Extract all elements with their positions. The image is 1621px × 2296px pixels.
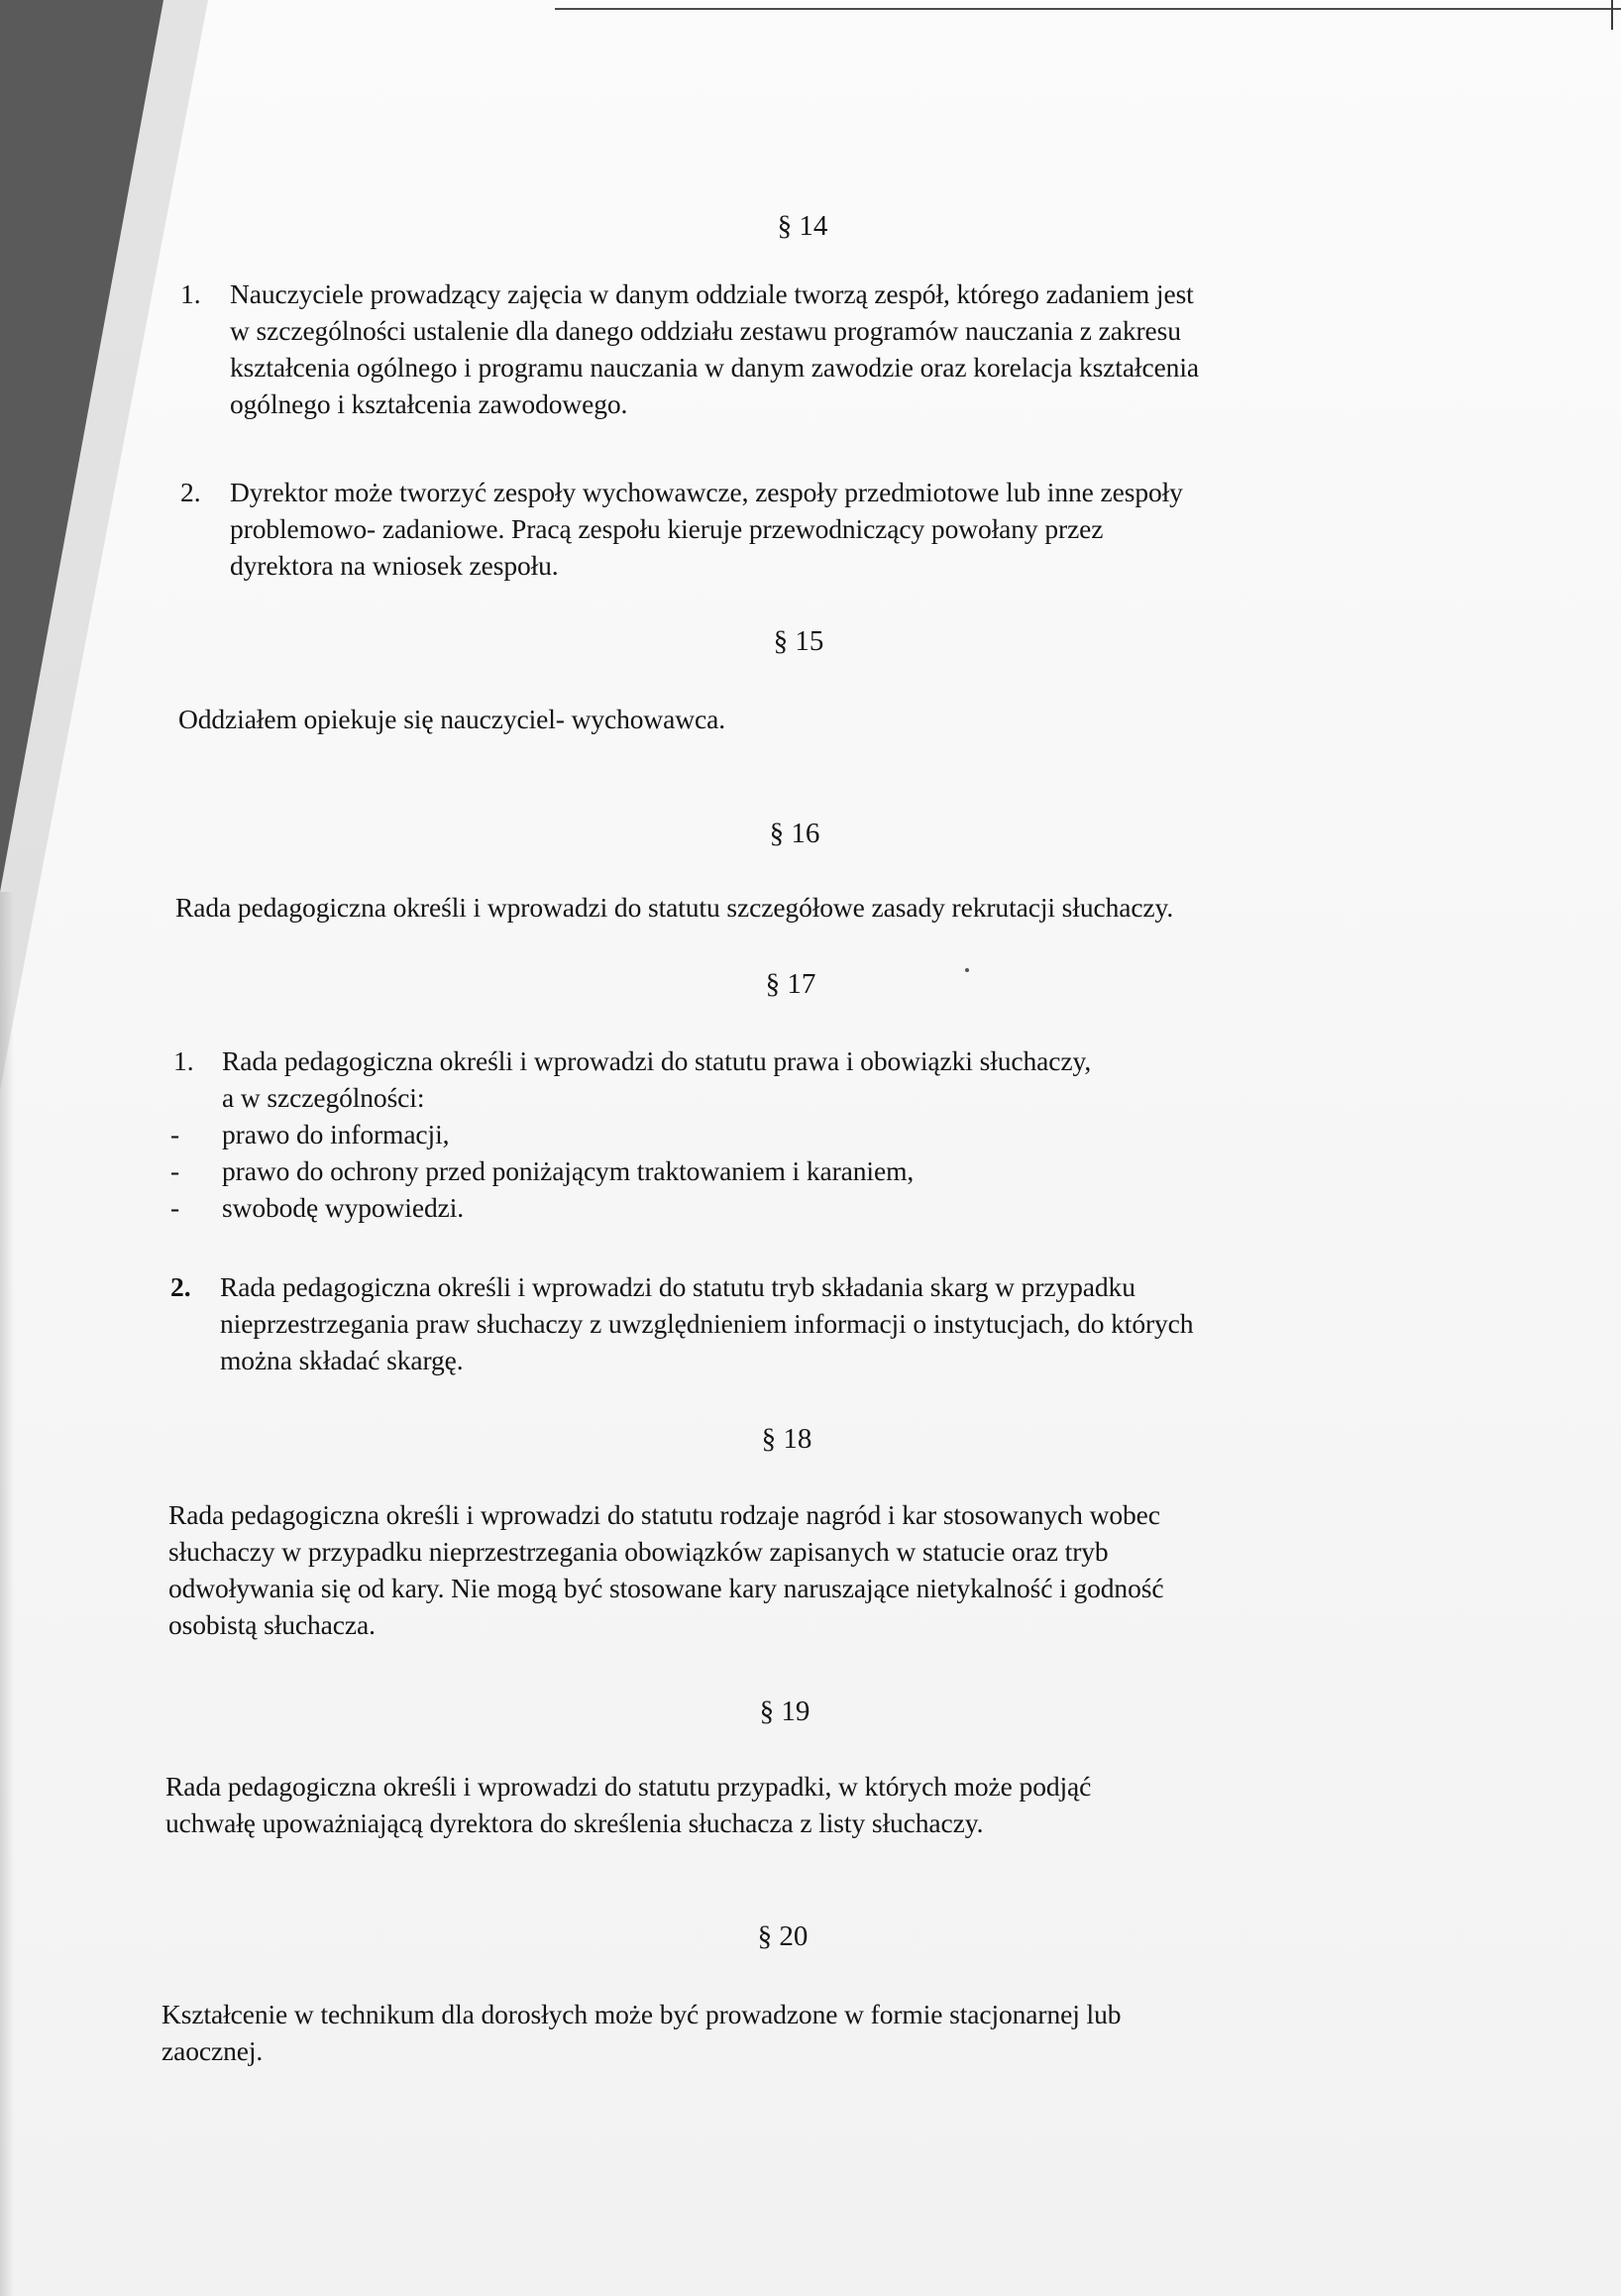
s14-item-1	[230, 275, 1199, 422]
s17-item-1	[222, 1042, 1091, 1116]
text-line: w szczególności ustalenie dla danego oddziału zestawu programów nauczania z zakresu	[230, 315, 1181, 346]
item-number: 2.	[170, 1271, 191, 1302]
section-heading-19: § 19	[759, 1695, 810, 1727]
scan-speck	[965, 968, 969, 972]
s19-paragraph	[165, 1768, 1091, 1841]
s14-item-2	[230, 474, 1183, 584]
section-heading-18: § 18	[761, 1423, 812, 1455]
s17-bullet-3	[222, 1189, 464, 1226]
text-line: swobodę wypowiedzi.	[222, 1192, 465, 1223]
text-line: zaocznej.	[162, 2035, 264, 2066]
s17-bullet-2	[222, 1152, 914, 1189]
bullet-dash: -	[170, 1155, 180, 1186]
section-heading-16: § 16	[769, 818, 820, 849]
s17-bullet-1	[222, 1116, 449, 1152]
text-line: prawo do informacji,	[222, 1119, 450, 1149]
text-line: dyrektora na wniosek zespołu.	[230, 550, 559, 581]
text-line: Rada pedagogiczna określi i wprowadzi do statutu szczegółowe zasady rekrutacji słuchaczy.	[175, 892, 1174, 923]
text-line: Rada pedagogiczna określi i wprowadzi do statutu tryb składania skarg w przypadku	[220, 1271, 1135, 1302]
section-heading-17: § 17	[765, 968, 816, 1000]
section-heading-20: § 20	[757, 1920, 809, 1952]
s17-item-2	[220, 1268, 1193, 1378]
text-line: można składać skargę.	[220, 1345, 464, 1375]
text-line: Dyrektor może tworzyć zespoły wychowawcze, zespoły przedmiotowe lub inne zespoły	[230, 477, 1183, 507]
text-line: Kształcenie w technikum dla dorosłych może być prowadzone w formie stacjonarnej lub	[162, 1999, 1122, 2029]
text-line: słuchaczy w przypadku nieprzestrzegania obowiązków zapisanych w statucie oraz tryb	[168, 1536, 1109, 1567]
text-line: Rada pedagogiczna określi i wprowadzi do statutu rodzaje nagród i kar stosowanych wobec	[168, 1499, 1160, 1530]
text-line: kształcenia ogólnego i programu nauczania w danym zawodzie oraz korelacja kształcenia	[230, 352, 1199, 383]
text-line: osobistą słuchacza.	[168, 1609, 376, 1640]
bullet-dash: -	[170, 1192, 180, 1223]
item-number: 2.	[180, 477, 201, 507]
text-line: Rada pedagogiczna określi i wprowadzi do statutu prawa i obowiązki słuchaczy,	[222, 1045, 1092, 1076]
s20-paragraph	[162, 1996, 1121, 2069]
text-line: Nauczyciele prowadzący zajęcia w danym oddziale tworzą zespół, którego zadaniem jest	[230, 278, 1194, 309]
text-line: problemowo- zadaniowe. Pracą zespołu kieruje przewodniczący powołany przez	[230, 513, 1104, 544]
item-number: 1.	[173, 1045, 194, 1076]
item-number: 1.	[180, 278, 201, 309]
text-line: odwoływania się od kary. Nie mogą być stosowane kary naruszające nietykalność i godność	[168, 1573, 1164, 1603]
text-line: prawo do ochrony przed poniżającym traktowaniem i karaniem,	[222, 1155, 915, 1186]
text-line: Oddziałem opiekuje się nauczyciel- wychowawca.	[178, 704, 726, 734]
section-heading-15: § 15	[773, 625, 824, 657]
bullet-dash: -	[170, 1119, 180, 1149]
text-line: Rada pedagogiczna określi i wprowadzi do statutu przypadki, w których może podjąć	[165, 1771, 1092, 1802]
section-heading-14: § 14	[777, 210, 828, 242]
text-line: ogólnego i kształcenia zawodowego.	[230, 388, 628, 419]
text-line: nieprzestrzegania praw słuchaczy z uwzględnieniem informacji o instytucjach, do których	[220, 1308, 1194, 1339]
s18-paragraph	[168, 1496, 1163, 1643]
s16-paragraph	[175, 889, 1173, 926]
s15-paragraph	[178, 701, 725, 737]
text-line: uchwałę upoważniającą dyrektora do skreślenia słuchacza z listy słuchaczy.	[165, 1807, 984, 1838]
text-line: a w szczególności:	[222, 1082, 425, 1113]
